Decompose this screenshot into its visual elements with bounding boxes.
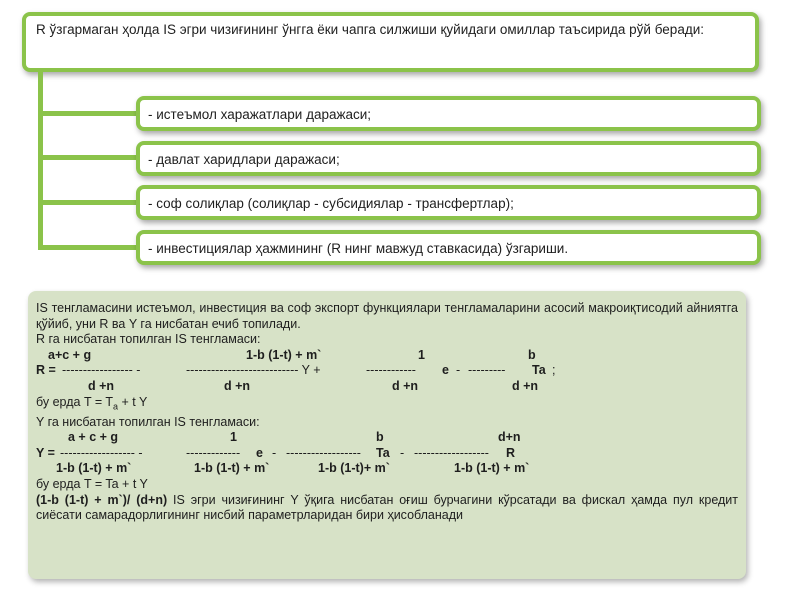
eq2-r: R	[506, 445, 516, 460]
factor-text: - инвестициялар ҳажмининг (R нинг мавжуд ставкасида) ўзгариши.	[148, 241, 569, 256]
eq1-den: d +n	[392, 378, 419, 393]
eq2-line	[36, 446, 738, 462]
eq1-num: a+c + g	[48, 347, 92, 362]
eq1-tail: ;	[552, 363, 556, 378]
eq1-num: 1-b (1-t) + m`	[246, 347, 322, 362]
eq1-den: d +n	[224, 378, 251, 393]
eq1-dash: ----------------- -	[62, 363, 141, 378]
factor-text: - истеъмол харажатлари даражаси;	[148, 107, 372, 122]
connector-branch	[38, 155, 138, 160]
eq2-ta: Ta	[376, 445, 390, 460]
is-equation-panel	[28, 291, 746, 579]
conclusion-text: (1-b (1-t) + m`)/ (d+n) IS эгри чизиғининг Y ўқига нисбатан оғиш бурчагини кўрсатади ва фискал ҳамда пул кредит сиёсати самарадорлигининг нисбий параметрларидан бири ҳисобланади	[36, 492, 738, 523]
eq2-dash: -	[272, 445, 277, 460]
factor-investment	[136, 230, 761, 265]
eq1-numerators	[36, 348, 738, 364]
eq1-dash: --------------------------- Y +	[186, 363, 321, 378]
where-line-2: бу ерда T = Ta + t Y	[36, 477, 148, 492]
eq2-num: a + c + g	[68, 430, 119, 445]
eq2-den: 1-b (1-t) + m`	[454, 461, 530, 476]
eq2-dash: ------------------	[414, 445, 489, 460]
factor-consumption	[136, 96, 761, 131]
factor-government-purchases	[136, 141, 761, 176]
connector-branch	[38, 245, 138, 250]
eq1-num: b	[528, 347, 536, 362]
eq2-dash: ------------------ -	[60, 445, 143, 460]
eq2-lhs: Y =	[36, 445, 55, 460]
eq2-den: 1-b (1-t) + m`	[194, 461, 270, 476]
connector-branch	[38, 200, 138, 205]
eq2-e: e	[256, 445, 263, 460]
slope-expression: (1-b (1-t) + m`)/ (d+n)	[36, 492, 168, 507]
eq2-den: 1-b (1-t)+ m`	[318, 461, 390, 476]
eq1-num: 1	[418, 347, 425, 362]
eq2-dash: ------------------	[286, 445, 361, 460]
factor-text: - соф солиқлар (солиқлар - субсидиялар - трансфертлар);	[148, 196, 514, 211]
eq2-num: d+n	[498, 430, 521, 445]
eq1-e: e	[442, 363, 449, 378]
eq1-denominators	[36, 379, 738, 395]
eq2-dash: -------------	[186, 445, 241, 460]
eq1-dash: ---------	[468, 363, 506, 378]
factor-net-taxes	[136, 185, 761, 220]
eq2-den: 1-b (1-t) + m`	[56, 461, 132, 476]
where-line-1: бу ерда $T = T_a + t$ Y	[36, 394, 148, 412]
eq2-num: 1	[230, 430, 237, 445]
eq2-dash: -	[400, 445, 405, 460]
eq1-ta: Ta	[532, 363, 546, 378]
header-text: R ўзгармаган ҳолда IS эгри чизиғининг ўнгга ёки чапга силжиши қуйидаги омиллар таъсирида рўй беради:	[36, 22, 704, 37]
eq1-lhs: R =	[36, 363, 56, 378]
header-box	[22, 12, 759, 72]
r-equation-heading: R га нисбатан топилган IS тенгламаси:	[36, 332, 261, 347]
eq2-num: b	[376, 430, 384, 445]
eq1-dash: ------------	[366, 363, 416, 378]
eq1-line	[36, 363, 738, 379]
intro-text: IS тенгламасини истеъмол, инвестиция ва соф экспорт функциялари тенгламаларини асосий макроиқтисодий айниятга қўйиб, уни R ва Y га нисбатан ечиб топилади.	[36, 301, 738, 331]
eq1-den: d +n	[512, 378, 539, 393]
eq2-numerators	[36, 430, 738, 446]
connector-branch	[38, 111, 138, 116]
eq2-denominators	[36, 461, 738, 477]
y-equation-heading: Y га нисбатан топилган IS тенгламаси:	[36, 414, 260, 429]
factor-text: - давлат харидлари даражаси;	[148, 152, 340, 167]
eq1-dash: -	[456, 363, 461, 378]
eq1-den: d +n	[88, 378, 115, 393]
